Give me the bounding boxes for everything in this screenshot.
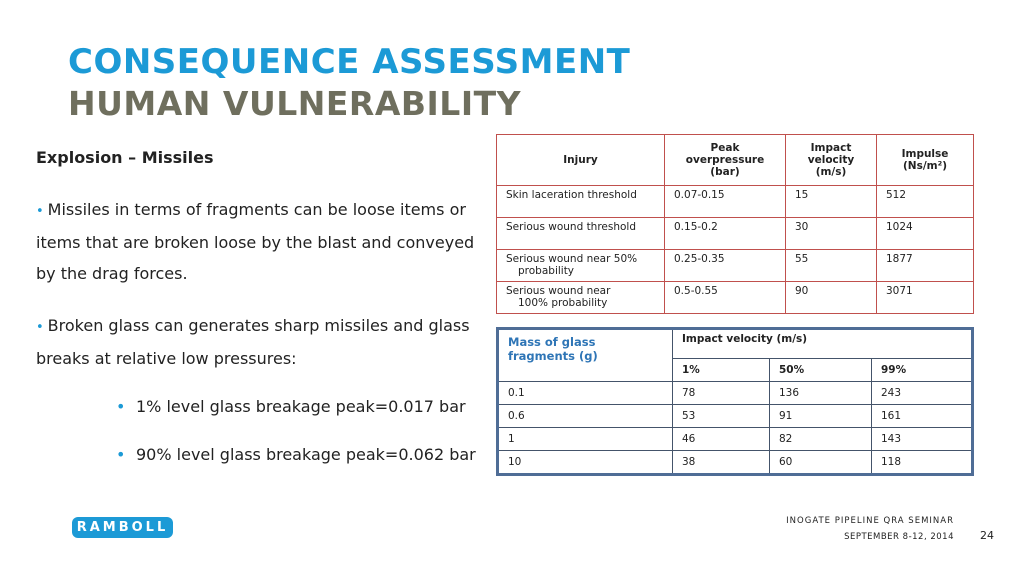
header-overpressure: Peak overpressure (bar) xyxy=(665,135,786,186)
cell-overpressure: 0.15-0.2 xyxy=(665,218,786,250)
footer-event: INOGATE PIPELINE QRA SEMINAR xyxy=(786,516,954,526)
table-header-row xyxy=(497,135,974,186)
header-injury: Injury xyxy=(497,135,665,186)
cell-impulse: 1024 xyxy=(877,218,974,250)
cell-text: Serious wound threshold xyxy=(506,221,637,233)
table-row xyxy=(498,428,973,451)
bullet-icon: • xyxy=(116,397,126,416)
cell-v1: 53 xyxy=(673,405,770,428)
section-heading: Explosion – Missiles xyxy=(36,148,214,167)
cell-injury xyxy=(497,186,665,218)
slide-title: CONSEQUENCE ASSESSMENT xyxy=(68,42,631,82)
cell-impulse: 3071 xyxy=(877,282,974,314)
cell-v50: 136 xyxy=(770,382,872,405)
cell-mass: 1 xyxy=(498,428,673,451)
cell-text: Skin laceration threshold xyxy=(506,189,637,201)
sub-bullet-1pct xyxy=(116,394,496,419)
table-row xyxy=(497,250,974,282)
ramboll-logo: RAMBOLL xyxy=(72,517,173,538)
footer-date: SEPTEMBER 8-12, 2014 xyxy=(844,532,954,542)
cell-injury xyxy=(497,250,665,282)
header-velocity: Impact velocity (m/s) xyxy=(786,135,877,186)
cell-v50: 82 xyxy=(770,428,872,451)
page-number: 24 xyxy=(980,529,994,542)
slide-subtitle: HUMAN VULNERABILITY xyxy=(68,84,522,123)
cell-impulse: 1877 xyxy=(877,250,974,282)
table-row xyxy=(497,282,974,314)
cell-text-cont: probability xyxy=(518,265,575,277)
bullet-text: Broken glass can generates sharp missiles and glass breaks at relative low pressures: xyxy=(36,316,470,368)
cell-v99: 243 xyxy=(872,382,973,405)
header-impact-velocity: Impact velocity (m/s) xyxy=(673,329,973,359)
sub-bullet-text: 1% level glass breakage peak=0.017 bar xyxy=(136,397,466,416)
table-row xyxy=(498,451,973,475)
cell-v1: 46 xyxy=(673,428,770,451)
header-impulse: Impulse (Ns/m²) xyxy=(877,135,974,186)
cell-text: Serious wound near xyxy=(506,285,611,297)
cell-overpressure: 0.07-0.15 xyxy=(665,186,786,218)
table-row xyxy=(497,218,974,250)
bullet-icon: • xyxy=(116,445,126,464)
sub-bullet-text: 90% level glass breakage peak=0.062 bar xyxy=(136,445,476,464)
cell-velocity: 30 xyxy=(786,218,877,250)
cell-injury xyxy=(497,282,665,314)
table-header-row xyxy=(498,329,973,359)
bullet-icon: • xyxy=(36,204,44,219)
cell-overpressure: 0.25-0.35 xyxy=(665,250,786,282)
sub-bullet-90pct xyxy=(116,442,496,467)
cell-text: Serious wound near 50% xyxy=(506,253,638,265)
cell-mass: 0.6 xyxy=(498,405,673,428)
cell-overpressure: 0.5-0.55 xyxy=(665,282,786,314)
cell-v99: 143 xyxy=(872,428,973,451)
table-row xyxy=(497,186,974,218)
cell-v1: 38 xyxy=(673,451,770,475)
table-row xyxy=(498,382,973,405)
header-level-50: 50% xyxy=(770,359,872,382)
cell-v50: 60 xyxy=(770,451,872,475)
cell-v1: 78 xyxy=(673,382,770,405)
cell-velocity: 15 xyxy=(786,186,877,218)
cell-injury xyxy=(497,218,665,250)
glass-fragment-table xyxy=(496,327,974,476)
table-row xyxy=(498,405,973,428)
bullet-text: Missiles in terms of fragments can be loose items or items that are broken loose by the blast and conveyed by the drag forces. xyxy=(36,200,475,283)
cell-impulse: 512 xyxy=(877,186,974,218)
injury-table xyxy=(496,134,974,314)
cell-velocity: 55 xyxy=(786,250,877,282)
header-level-99: 99% xyxy=(872,359,973,382)
cell-mass: 10 xyxy=(498,451,673,475)
bullet-icon: • xyxy=(36,320,44,335)
cell-text-cont: 100% probability xyxy=(518,297,608,309)
cell-v99: 118 xyxy=(872,451,973,475)
bullet-missiles xyxy=(36,194,486,289)
cell-v50: 91 xyxy=(770,405,872,428)
header-mass: Mass of glass fragments (g) xyxy=(498,329,673,382)
cell-mass: 0.1 xyxy=(498,382,673,405)
cell-v99: 161 xyxy=(872,405,973,428)
header-level-1: 1% xyxy=(673,359,770,382)
cell-velocity: 90 xyxy=(786,282,877,314)
bullet-glass xyxy=(36,310,486,374)
